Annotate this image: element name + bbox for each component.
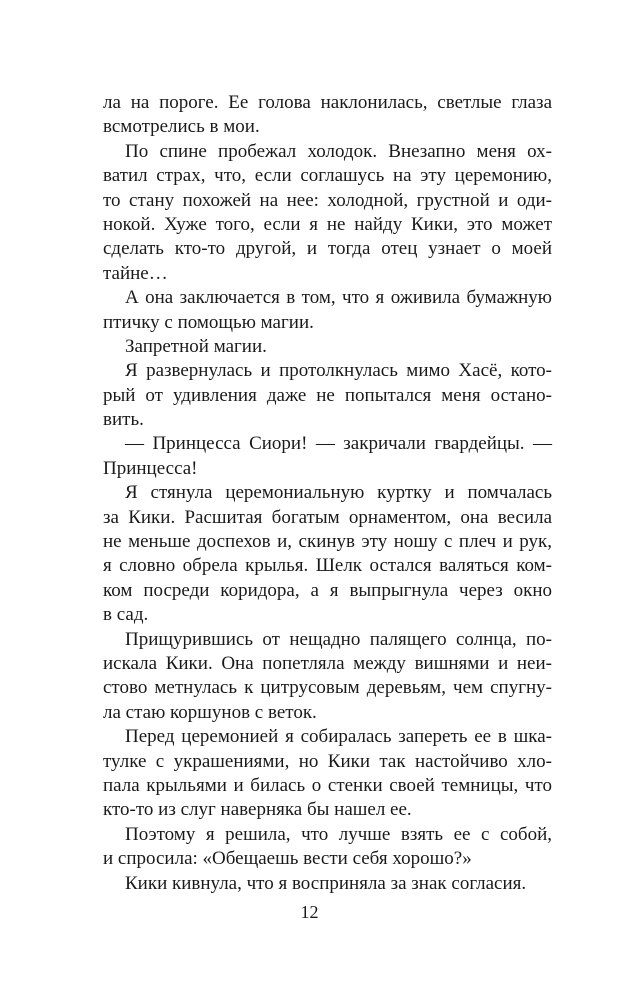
paragraph (103, 725, 552, 823)
text-line: ком посреди коридора, а я выпрыгнула через окно (103, 579, 552, 601)
text-line: кто-то из слуг наверняка бы нашел ее. (103, 799, 412, 821)
text-line: Прищурившись от нещадно палящего солнца, по- (125, 628, 552, 650)
text-line: Перед церемонией я собиралась запереть ее в шка- (125, 726, 552, 748)
paragraph (103, 335, 552, 359)
text-line: рый от удивления даже не попытался меня остано- (103, 384, 552, 406)
text-line: вить. (103, 409, 144, 431)
text-line: в сад. (103, 604, 149, 626)
paragraph (103, 823, 552, 872)
text-line: всмотрелись в мои. (103, 116, 260, 138)
page-number: 12 (300, 902, 319, 922)
paragraph (103, 140, 552, 286)
text-line: за Кики. Расшитая богатым орнаментом, она весила (103, 506, 552, 528)
text-line: то стану похожей на нее: холодной, грустной и оди- (103, 189, 552, 211)
text-line: ла на пороге. Ее голова наклонилась, светлые глаза (103, 92, 552, 113)
text-line: сделать кто-то другой, и тогда отец узнает о моей (103, 238, 552, 260)
text-line: А она заключается в том, что я оживила бумажную (125, 287, 552, 309)
text-line: Запретной магии. (125, 335, 267, 357)
text-line: Кики кивнула, что я восприняла за знак согласия. (125, 872, 527, 894)
body-text (103, 91, 552, 896)
text-line: ла стаю коршунов с веток. (103, 701, 317, 723)
text-line: тулке с украшениями, но Кики так настойчиво хло- (103, 750, 552, 772)
text-line: и спросила: «Обещаешь вести себя хорошо?» (103, 848, 472, 870)
text-line: я словно обрела крылья. Шелк остался валяться ком- (103, 555, 552, 577)
paragraph (103, 872, 552, 896)
text-line: тайне… (103, 262, 168, 284)
paragraph (103, 481, 552, 627)
text-line: ватил страх, что, если соглашусь на эту церемонию, (103, 165, 552, 187)
text-line: — Принцесса Сиори! — закричали гвардейцы. — (125, 433, 552, 455)
text-line: Я стянула церемониальную куртку и помчалась (125, 482, 552, 504)
text-line: Я развернулась и протолкнулась мимо Хасё, кото- (125, 360, 552, 382)
text-line: По спине пробежал холодок. Внезапно меня ох- (125, 140, 552, 162)
text-line: искала Кики. Она попетляла между вишнями и неи- (103, 652, 552, 674)
text-line: не меньше доспехов и, скинув эту ношу с плеч и рук, (103, 531, 552, 553)
text-line: птичку с помощью магии. (103, 311, 314, 333)
text-line: стово метнулась к цитрусовым деревьям, чем спугну- (103, 677, 552, 699)
paragraph (103, 628, 552, 726)
text-line: пала крыльями и билась о стенки своей темницы, что (103, 774, 552, 796)
paragraph (103, 432, 552, 481)
paragraph (103, 286, 552, 335)
paragraph (103, 359, 552, 432)
text-line: Принцесса! (103, 457, 198, 479)
text-line: Поэтому я решила, что лучше взять ее с собой, (125, 823, 552, 845)
paragraph (103, 91, 552, 140)
text-line: нокой. Хуже того, если я не найду Кики, это может (103, 213, 552, 235)
